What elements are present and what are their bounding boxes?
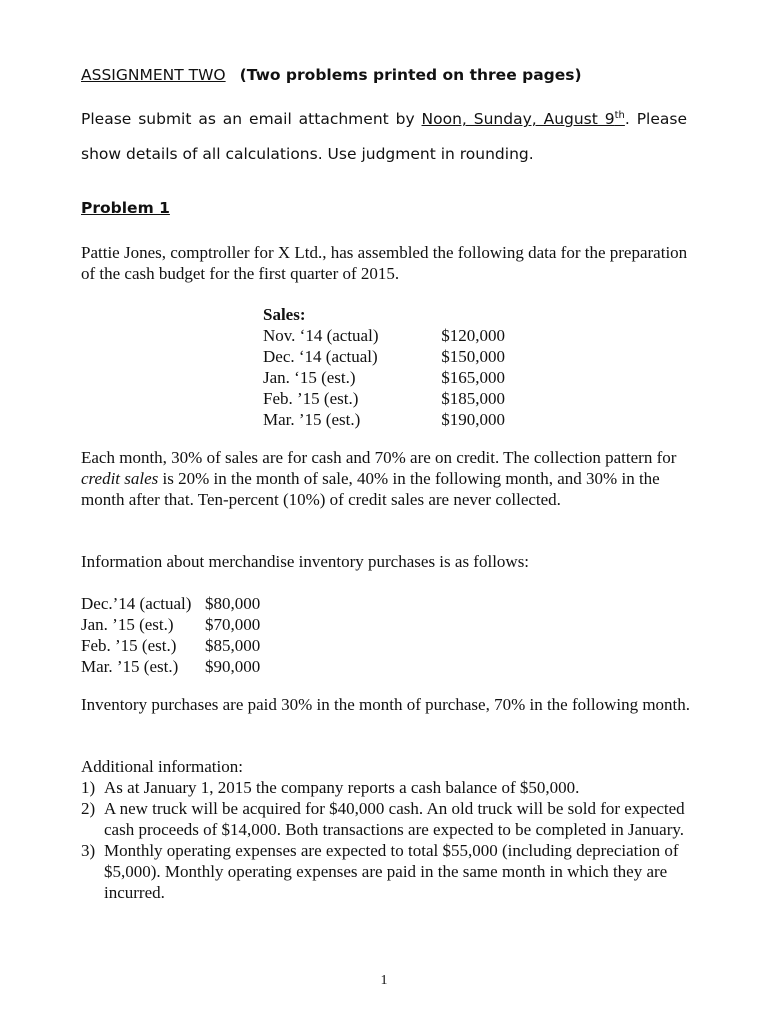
problem-heading: Problem 1 <box>81 199 170 217</box>
sales-period: Dec. ‘14 (actual) <box>263 347 378 366</box>
purchases-intro: Information about merchandise inventory purchases is as follows: <box>81 552 530 571</box>
payment-terms-paragraph: Inventory purchases are paid 30% in the month of purchase, 70% in the following month. <box>81 695 691 714</box>
deadline-suffix: th <box>614 110 625 121</box>
deadline-text: Noon, Sunday, August 9 <box>421 110 615 129</box>
collection-text-b: is 20% in the month of sale, 40% in the following month, and 30% in the month after that. Ten-percent (10%) of credit sales are never collected. <box>81 469 660 509</box>
additional-list <box>81 777 691 903</box>
sales-table <box>263 304 505 430</box>
purchase-amount: $90,000 <box>205 657 261 676</box>
item-number: 1) <box>81 778 96 797</box>
additional-information <box>81 756 691 903</box>
sales-amount: $150,000 <box>441 347 505 366</box>
assignment-title <box>81 66 582 84</box>
purchase-row <box>81 635 260 656</box>
collection-pattern-paragraph <box>81 447 691 510</box>
item-number: 3) <box>81 841 96 860</box>
purchase-amount: $80,000 <box>205 594 261 613</box>
purchase-row <box>81 593 260 614</box>
title-main: ASSIGNMENT TWO <box>81 66 226 84</box>
list-item <box>81 840 691 903</box>
page-number: 1 <box>380 973 388 988</box>
purchase-period: Dec.’14 (actual) <box>81 594 192 613</box>
additional-heading: Additional information: <box>81 757 243 776</box>
purchase-period: Jan. ’15 (est.) <box>81 615 174 634</box>
purchase-row <box>81 614 260 635</box>
purchase-period: Feb. ’15 (est.) <box>81 636 177 655</box>
sales-amount: $165,000 <box>441 368 505 387</box>
purchase-period: Mar. ’15 (est.) <box>81 657 179 676</box>
item-number: 2) <box>81 799 96 818</box>
title-subtitle: (Two problems printed on three pages) <box>239 66 582 84</box>
purchase-amount: $70,000 <box>205 615 261 634</box>
sales-row <box>263 346 505 367</box>
intro-text-before: Please submit as an email attachment by <box>81 110 422 129</box>
sales-period: Jan. ‘15 (est.) <box>263 368 356 387</box>
purchase-amount: $85,000 <box>205 636 261 655</box>
problem-intro-paragraph: Pattie Jones, comptroller for X Ltd., has assembled the following data for the preparation of the cash budget for the first quarter of 2015. <box>81 243 688 283</box>
item-text: Monthly operating expenses are expected to total $55,000 (including depreciation of $5,000). Monthly operating expenses are paid in the same month in which they are incurred. <box>104 841 679 902</box>
sales-row <box>263 367 505 388</box>
sales-period: Nov. ‘14 (actual) <box>263 326 379 345</box>
sales-period: Feb. ’15 (est.) <box>263 389 359 408</box>
purchase-row <box>81 656 260 677</box>
sales-period: Mar. ’15 (est.) <box>263 410 361 429</box>
sales-row <box>263 409 505 430</box>
purchases-table <box>81 593 260 677</box>
list-item <box>81 777 691 798</box>
intro-line-2: show details of all calculations. Use judgment in rounding. <box>81 145 534 163</box>
intro-text-after: . Please <box>624 110 688 129</box>
item-text: As at January 1, 2015 the company reports a cash balance of $50,000. <box>104 778 580 797</box>
item-text: A new truck will be acquired for $40,000 cash. An old truck will be sold for expected cash proceeds of $14,000. Both transactions are expected to be completed in January. <box>104 799 685 839</box>
sales-row <box>263 325 505 346</box>
sales-amount: $185,000 <box>441 389 505 408</box>
collection-text-a: Each month, 30% of sales are for cash and 70% are on credit. The collection pattern for <box>81 448 677 467</box>
sales-row <box>263 388 505 409</box>
credit-sales-emphasis: credit sales <box>81 469 159 488</box>
submission-deadline <box>422 110 625 128</box>
list-item <box>81 798 691 840</box>
intro-line-1 <box>81 110 687 128</box>
sales-heading: Sales: <box>263 305 306 324</box>
sales-amount: $190,000 <box>441 410 505 429</box>
sales-amount: $120,000 <box>441 326 505 345</box>
